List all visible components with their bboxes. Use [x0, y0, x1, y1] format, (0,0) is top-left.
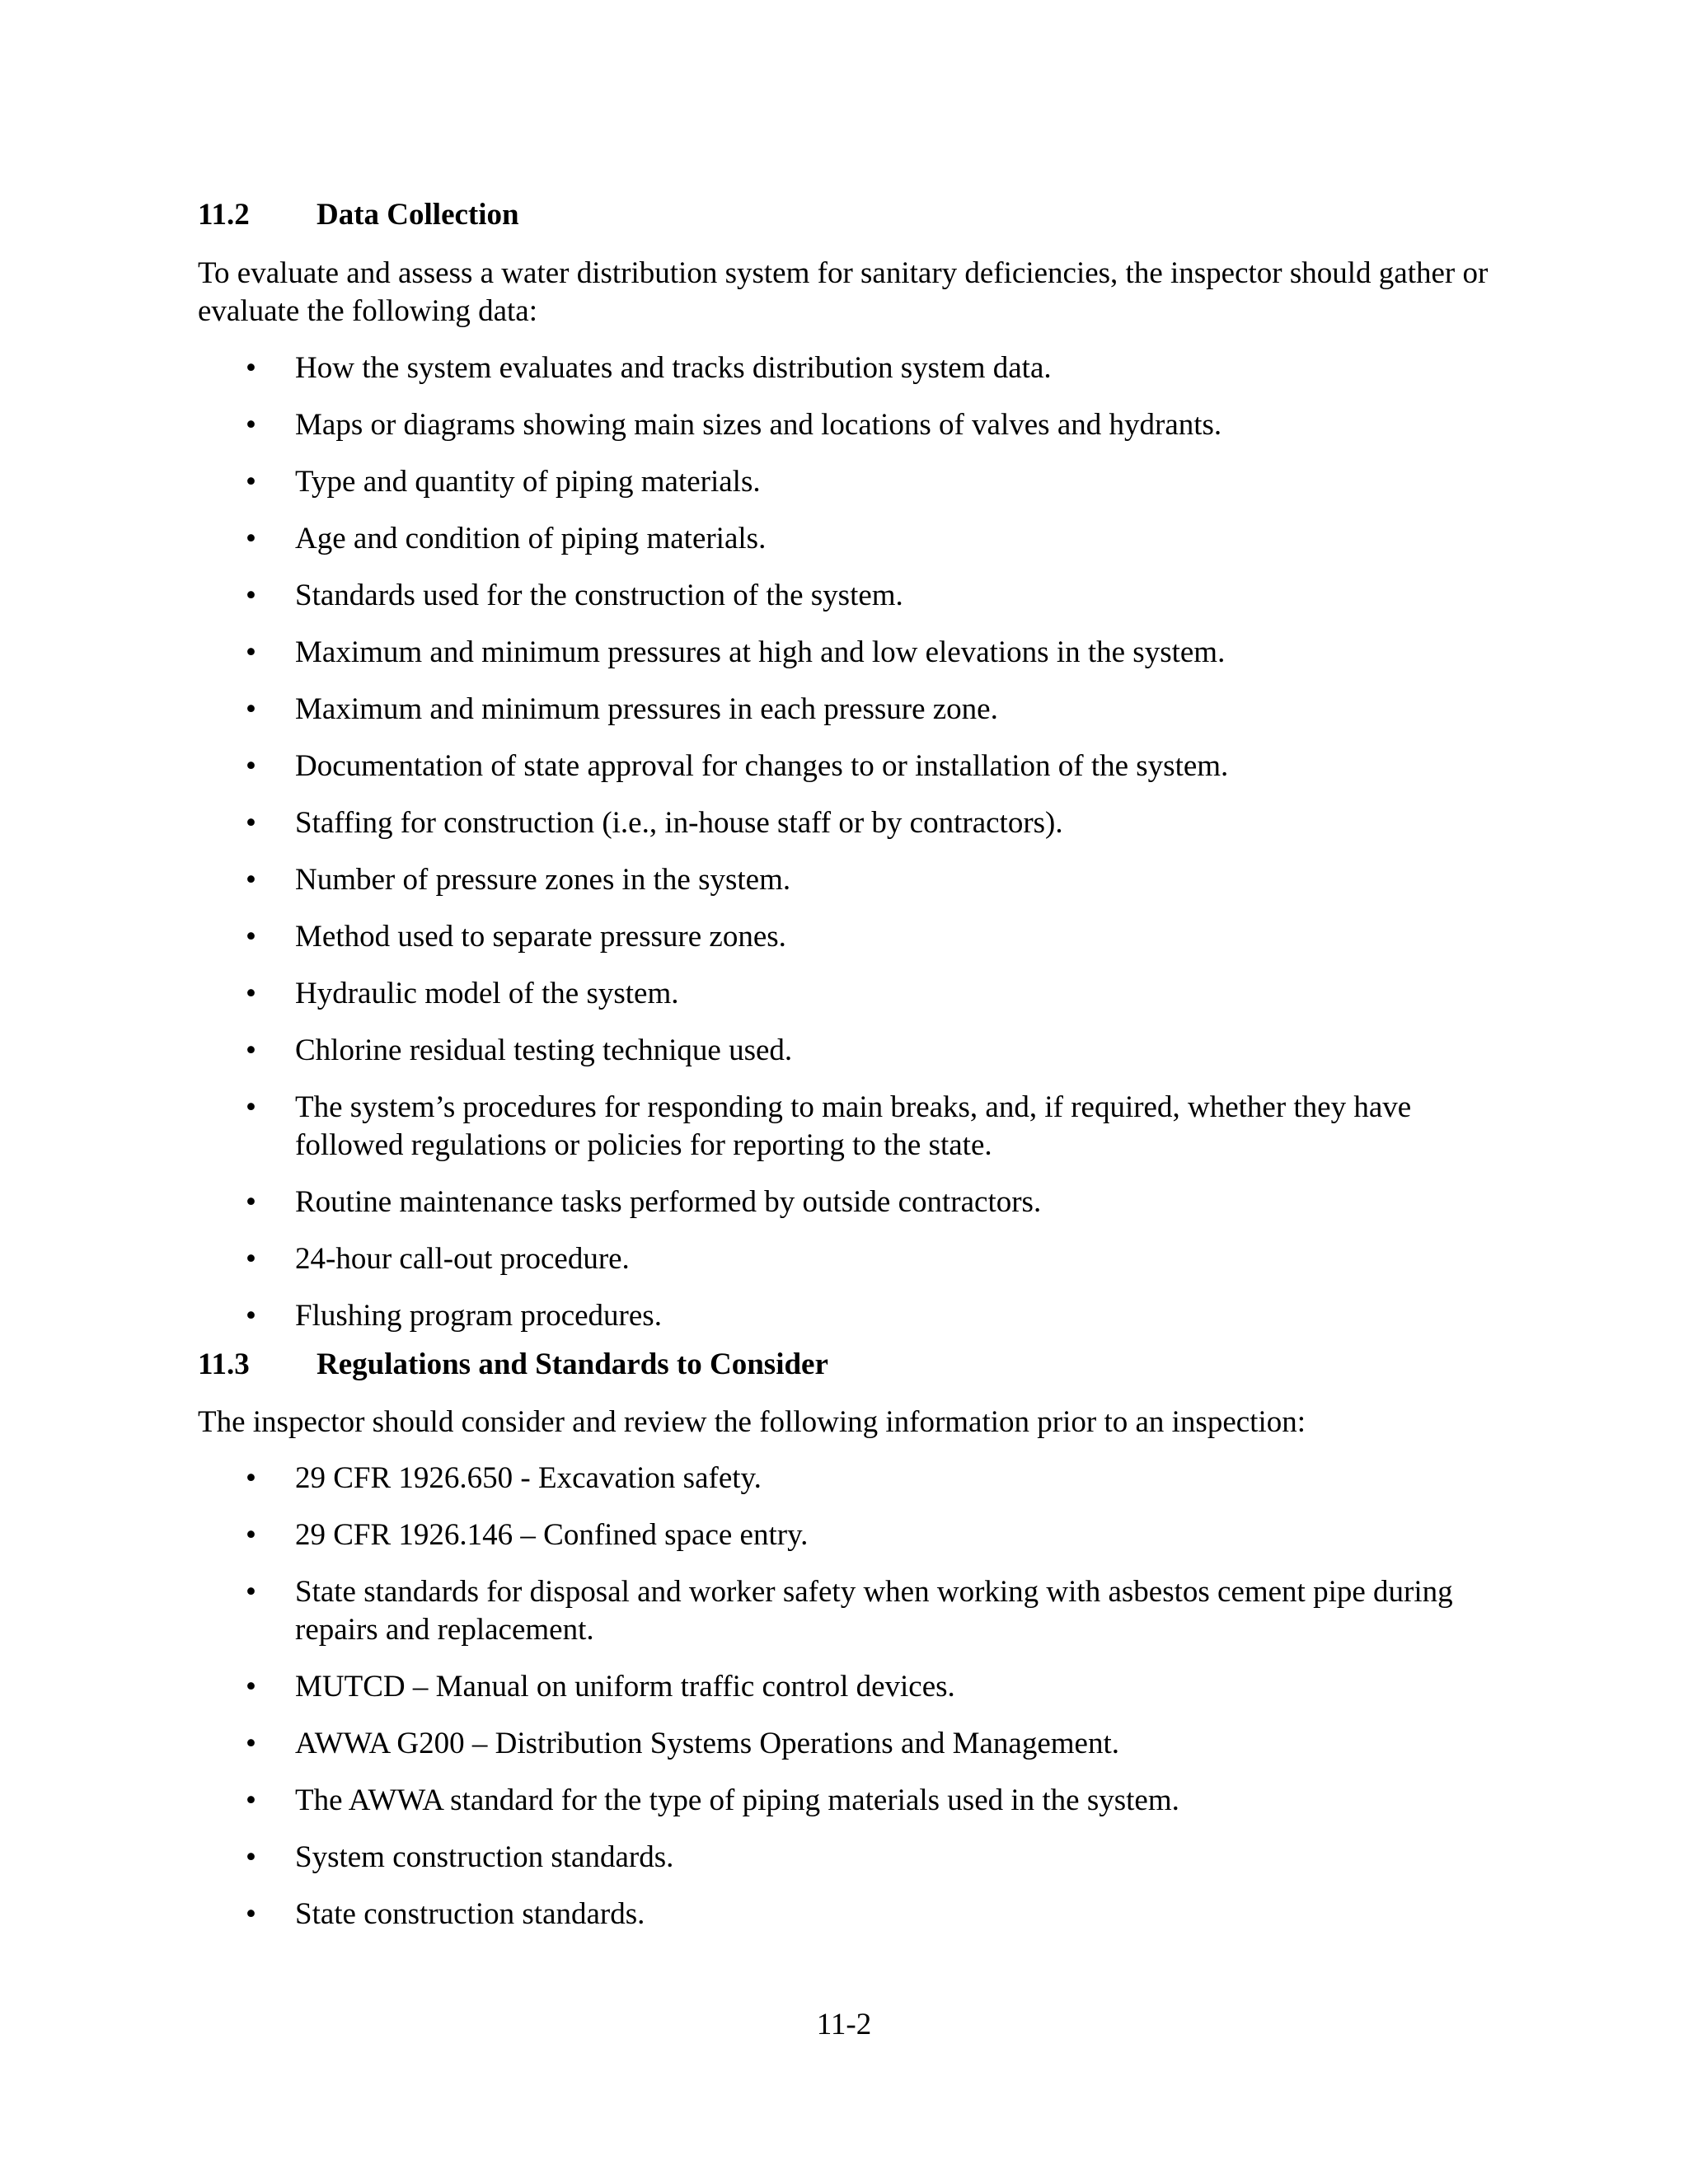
- list-item: [0, 1782, 1465, 1820]
- section-title: Data Collection: [316, 198, 519, 232]
- list-item: [0, 634, 1465, 672]
- bullet-icon: •: [246, 1783, 256, 1817]
- bullet-icon: •: [246, 1727, 256, 1760]
- list-item: [0, 1460, 1465, 1497]
- bullet-icon: •: [246, 1670, 256, 1704]
- bullet-icon: •: [246, 1461, 256, 1495]
- list-item-text: The system’s procedures for responding to main breaks, and, if required, whether they have followed regulations or policies for reporting to the state.: [295, 1090, 1412, 1162]
- list-item: [0, 1089, 1465, 1165]
- bullet-list-regulations: [0, 1460, 1688, 1952]
- list-item-text: State construction standards.: [295, 1897, 645, 1931]
- list-item-text: 24-hour call-out procedure.: [295, 1242, 630, 1276]
- list-item-text: MUTCD – Manual on uniform traffic control devices.: [295, 1670, 955, 1704]
- section-heading-11-2: [198, 196, 519, 234]
- list-item-text: AWWA G200 – Distribution Systems Operations and Management.: [295, 1727, 1120, 1760]
- bullet-icon: •: [246, 579, 256, 612]
- list-item-text: Method used to separate pressure zones.: [295, 920, 786, 954]
- list-item-text: System construction standards.: [295, 1840, 674, 1874]
- section-title: Regulations and Standards to Consider: [316, 1347, 828, 1381]
- page-number: 11-2: [816, 2008, 872, 2041]
- bullet-icon: •: [246, 1185, 256, 1219]
- list-item: [0, 1297, 1465, 1335]
- section-number: 11.3: [198, 1347, 250, 1381]
- list-item: [0, 804, 1465, 842]
- list-item: [0, 861, 1465, 899]
- bullet-list-data-collection: [0, 349, 1688, 1354]
- list-item: [0, 1516, 1465, 1554]
- bullet-icon: •: [246, 522, 256, 555]
- section-heading-11-3: [198, 1346, 828, 1384]
- list-item: [0, 1240, 1465, 1278]
- list-item-text: Age and condition of piping materials.: [295, 522, 767, 555]
- list-item-text: Standards used for the construction of the system.: [295, 579, 903, 612]
- section-number: 11.2: [198, 198, 250, 232]
- list-item: [0, 349, 1465, 387]
- list-item-text: Number of pressure zones in the system.: [295, 863, 791, 897]
- list-item-text: Flushing program procedures.: [295, 1299, 662, 1333]
- bullet-icon: •: [246, 977, 256, 1010]
- list-item: [0, 748, 1465, 785]
- list-item: [0, 1183, 1465, 1221]
- list-item: [0, 406, 1465, 444]
- list-item: [0, 1032, 1465, 1070]
- list-item-text: Chlorine residual testing technique used.: [295, 1033, 793, 1067]
- list-item: [0, 1668, 1465, 1706]
- list-item-text: Maximum and minimum pressures in each pressure zone.: [295, 692, 998, 726]
- list-item-text: Maps or diagrams showing main sizes and locations of valves and hydrants.: [295, 408, 1222, 442]
- list-item-text: Staffing for construction (i.e., in-house staff or by contractors).: [295, 806, 1063, 840]
- list-item: [0, 1896, 1465, 1933]
- bullet-icon: •: [246, 1033, 256, 1067]
- bullet-icon: •: [246, 635, 256, 669]
- list-item-text: State standards for disposal and worker safety when working with asbestos cement pipe during repairs and replacement.: [295, 1575, 1453, 1647]
- list-item-text: 29 CFR 1926.146 – Confined space entry.: [295, 1518, 809, 1552]
- list-item: [0, 577, 1465, 615]
- list-item: [0, 463, 1465, 501]
- list-item: [0, 1725, 1465, 1763]
- list-item-text: Maximum and minimum pressures at high and low elevations in the system.: [295, 635, 1226, 669]
- list-item: [0, 1573, 1465, 1649]
- list-item-text: Hydraulic model of the system.: [295, 977, 679, 1010]
- bullet-icon: •: [246, 863, 256, 897]
- list-item: [0, 1839, 1465, 1877]
- list-item-text: 29 CFR 1926.650 - Excavation safety.: [295, 1461, 762, 1495]
- list-item: [0, 918, 1465, 956]
- bullet-icon: •: [246, 920, 256, 954]
- bullet-icon: •: [246, 408, 256, 442]
- bullet-icon: •: [246, 1518, 256, 1552]
- list-item: [0, 691, 1465, 729]
- bullet-icon: •: [246, 1299, 256, 1333]
- list-item-text: How the system evaluates and tracks distribution system data.: [295, 351, 1052, 385]
- bullet-icon: •: [246, 692, 256, 726]
- bullet-icon: •: [246, 465, 256, 499]
- list-item-text: Type and quantity of piping materials.: [295, 465, 761, 499]
- list-item: [0, 975, 1465, 1013]
- list-item-text: Routine maintenance tasks performed by outside contractors.: [295, 1185, 1042, 1219]
- list-item-text: Documentation of state approval for changes to or installation of the system.: [295, 749, 1229, 783]
- bullet-icon: •: [246, 351, 256, 385]
- section-intro-11-3: The inspector should consider and review the following information prior to an inspection:: [198, 1405, 1306, 1439]
- bullet-icon: •: [246, 806, 256, 840]
- bullet-icon: •: [246, 1897, 256, 1931]
- list-item-text: The AWWA standard for the type of piping materials used in the system.: [295, 1783, 1179, 1817]
- bullet-icon: •: [246, 1090, 256, 1124]
- bullet-icon: •: [246, 1840, 256, 1874]
- section-intro-11-2: To evaluate and assess a water distribution system for sanitary deficiencies, the inspector should gather or evaluate the following data:: [198, 256, 1489, 328]
- bullet-icon: •: [246, 1575, 256, 1609]
- bullet-icon: •: [246, 749, 256, 783]
- list-item: [0, 520, 1465, 558]
- bullet-icon: •: [246, 1242, 256, 1276]
